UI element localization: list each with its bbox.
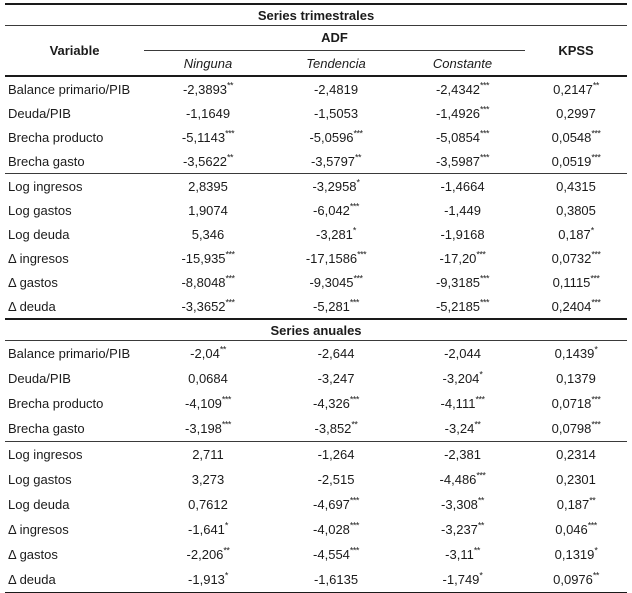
significance-stars: *	[594, 545, 598, 556]
value-cell: -3,308**	[441, 495, 484, 512]
value-cell: -15,935***	[181, 249, 235, 266]
value-cell: -1,449	[444, 202, 481, 218]
value-cell: -4,109***	[185, 394, 231, 411]
value-cell: -3,237**	[441, 520, 484, 537]
value-cell: -3,281*	[316, 225, 356, 242]
table-row	[5, 542, 627, 567]
significance-stars: *	[479, 570, 483, 581]
table-row	[5, 341, 627, 367]
significance-stars: **	[473, 545, 480, 556]
section-title-quarterly: Series trimestrales	[5, 4, 627, 26]
quarterly-group-levels	[5, 76, 627, 174]
value-cell: 0,4315	[556, 178, 596, 194]
value-cell: -3,11**	[445, 545, 480, 562]
variable-cell: Balance primario/PIB	[8, 81, 131, 97]
value-cell: -2,4819	[313, 81, 359, 97]
column-header-constante: Constante	[432, 55, 493, 71]
value-cell: -17,1586***	[305, 249, 367, 266]
significance-stars: **	[227, 152, 234, 163]
variable-cell: Brecha producto	[8, 396, 104, 411]
value-cell: -3,5797**	[310, 152, 362, 169]
significance-stars: **	[589, 495, 596, 506]
value-cell: -3,204*	[442, 369, 483, 386]
value-cell: 1,9074	[188, 202, 228, 218]
annual-group-levels	[5, 341, 627, 442]
significance-stars: ***	[353, 273, 363, 284]
value-cell: 0,1379	[556, 371, 596, 386]
value-cell: 0,0684	[188, 371, 228, 386]
variable-cell: Log gastos	[8, 202, 72, 218]
value-cell: 2,711	[192, 447, 224, 462]
table-row	[5, 149, 627, 174]
column-header-variable: Variable	[49, 43, 100, 58]
significance-stars: *	[356, 177, 360, 188]
value-cell: -8,8048***	[181, 273, 235, 290]
value-cell: -5,1143***	[181, 128, 235, 145]
significance-stars: ***	[349, 520, 359, 531]
column-header-ninguna: Ninguna	[183, 55, 233, 71]
value-cell: -1,9168	[440, 226, 485, 242]
value-cell: 0,0976**	[553, 570, 599, 587]
column-header-tendencia: Tendencia	[306, 55, 366, 71]
value-cell: 0,187**	[556, 495, 596, 512]
significance-stars: ***	[349, 394, 359, 405]
significance-stars: ***	[225, 249, 235, 260]
significance-stars: ***	[475, 394, 485, 405]
table-row	[5, 76, 627, 101]
value-cell: -5,2185***	[435, 297, 490, 314]
variable-cell: Brecha producto	[8, 129, 104, 145]
header-row-top	[5, 26, 627, 51]
variable-cell: Log ingresos	[8, 447, 83, 462]
value-cell: 5,346	[191, 226, 225, 242]
variable-cell: Δ gastos	[8, 547, 58, 562]
significance-stars: ***	[480, 80, 490, 91]
significance-stars: ***	[591, 394, 601, 405]
variable-cell: Δ ingresos	[8, 250, 69, 266]
value-cell: -2,4342***	[435, 80, 490, 97]
significance-stars: ***	[357, 249, 367, 260]
value-cell: -1,4664	[440, 178, 485, 194]
significance-stars: ***	[480, 273, 490, 284]
value-cell: -4,486***	[439, 470, 486, 487]
variable-cell: Log gastos	[8, 472, 72, 487]
significance-stars: ***	[476, 470, 486, 481]
value-cell: -3,5622**	[182, 152, 234, 169]
variable-cell: Balance primario/PIB	[8, 346, 131, 361]
variable-cell: Brecha gasto	[8, 153, 85, 169]
value-cell: -1,913*	[188, 570, 228, 587]
significance-stars: ***	[353, 128, 363, 139]
value-cell: 0,2314	[556, 447, 596, 462]
significance-stars: *	[224, 520, 228, 531]
table-row	[5, 391, 627, 416]
significance-stars: ***	[476, 249, 486, 260]
value-cell: 0,2147**	[553, 80, 599, 97]
value-cell: 0,2301	[556, 472, 596, 487]
table-row	[5, 442, 627, 468]
significance-stars: **	[219, 344, 226, 355]
table-row	[5, 246, 627, 270]
value-cell: 0,0519***	[551, 152, 601, 169]
significance-stars: ***	[349, 545, 359, 556]
significance-stars: ***	[591, 128, 601, 139]
significance-stars: ***	[591, 419, 601, 430]
value-cell: -4,697***	[313, 495, 359, 512]
value-cell: 0,187*	[558, 225, 594, 242]
table-row	[5, 467, 627, 492]
value-cell: -2,044	[444, 346, 481, 361]
significance-stars: ***	[221, 394, 231, 405]
value-cell: -1,6135	[313, 572, 359, 587]
value-cell: -2,644	[317, 346, 355, 361]
value-cell: -5,281***	[313, 297, 359, 314]
significance-stars: ***	[591, 297, 601, 308]
value-cell: -3,198***	[185, 419, 231, 436]
table-row	[5, 222, 627, 246]
significance-stars: ***	[221, 419, 231, 430]
value-cell: 0,2997	[556, 105, 596, 121]
value-cell: -2,515	[317, 472, 355, 487]
value-cell: -1,4926***	[435, 104, 490, 121]
significance-stars: **	[477, 520, 484, 531]
annual-group-logs-diffs	[5, 442, 627, 593]
value-cell: -3,852**	[314, 419, 358, 436]
value-cell: -2,381	[444, 447, 481, 462]
value-cell: 0,046***	[555, 520, 597, 537]
table-row	[5, 517, 627, 542]
significance-stars: ***	[225, 297, 235, 308]
variable-cell: Log deuda	[8, 226, 70, 242]
table-row	[5, 101, 627, 125]
table-header	[5, 4, 627, 76]
value-cell: 0,2404***	[551, 297, 601, 314]
value-cell: 0,1439*	[554, 344, 598, 361]
table-row	[5, 366, 627, 391]
significance-stars: *	[479, 369, 483, 380]
variable-cell: Δ gastos	[8, 274, 58, 290]
value-cell: -1,749*	[442, 570, 483, 587]
significance-stars: ***	[480, 297, 490, 308]
significance-stars: **	[351, 419, 358, 430]
unit-root-tests-table	[5, 3, 627, 593]
variable-cell: Deuda/PIB	[8, 371, 71, 386]
value-cell: -3,5987***	[435, 152, 490, 169]
value-cell: -1,5053	[313, 105, 359, 121]
significance-stars: ***	[591, 152, 601, 163]
value-cell: -17,20***	[439, 249, 486, 266]
value-cell: 2,8395	[188, 178, 228, 194]
value-cell: -3,2958*	[312, 177, 360, 194]
significance-stars: **	[592, 80, 599, 91]
quarterly-group-logs-diffs	[5, 174, 627, 320]
value-cell: 0,1115***	[552, 273, 600, 290]
value-cell: -9,3185***	[435, 273, 490, 290]
significance-stars: ***	[349, 495, 359, 506]
table-row	[5, 270, 627, 294]
value-cell: -3,247	[317, 371, 355, 386]
table-row	[5, 125, 627, 149]
column-header-kpss: KPSS	[558, 43, 594, 58]
significance-stars: *	[224, 570, 228, 581]
value-cell: -9,3045***	[309, 273, 363, 290]
value-cell: 0,3805	[556, 202, 596, 218]
value-cell: -4,554***	[313, 545, 359, 562]
table-row	[5, 174, 627, 199]
significance-stars: ***	[480, 152, 490, 163]
significance-stars: **	[355, 152, 362, 163]
table-row	[5, 416, 627, 442]
variable-cell: Δ deuda	[8, 298, 56, 314]
section-title-annual: Series anuales	[270, 322, 362, 338]
value-cell: -4,111***	[440, 394, 485, 411]
variable-cell: Log ingresos	[8, 178, 83, 194]
value-cell: 0,0798***	[551, 419, 601, 436]
section-row-annual	[5, 319, 627, 341]
significance-stars: ***	[587, 520, 597, 531]
significance-stars: ***	[225, 128, 235, 139]
value-cell: -1,264	[317, 447, 355, 462]
column-header-adf: ADF	[144, 26, 525, 51]
significance-stars: **	[223, 545, 230, 556]
significance-stars: *	[590, 225, 594, 236]
significance-stars: **	[227, 80, 234, 91]
value-cell: 0,1319*	[554, 545, 598, 562]
significance-stars: ***	[225, 273, 235, 284]
value-cell: 0,0732***	[551, 249, 601, 266]
value-cell: -4,028***	[313, 520, 359, 537]
significance-stars: ***	[591, 249, 601, 260]
value-cell: -1,641*	[188, 520, 228, 537]
significance-stars: **	[477, 495, 484, 506]
value-cell: -3,3652***	[181, 297, 235, 314]
section-band-annual	[5, 319, 627, 341]
variable-cell: Brecha gasto	[8, 421, 85, 436]
variable-cell: Δ deuda	[8, 572, 56, 587]
significance-stars: *	[352, 225, 356, 236]
value-cell: -2,3893**	[182, 80, 234, 97]
value-cell: -3,24**	[444, 419, 481, 436]
value-cell: 3,273	[191, 472, 225, 487]
table-row	[5, 294, 627, 319]
significance-stars: ***	[349, 201, 359, 212]
value-cell: -6,042***	[313, 201, 359, 218]
significance-stars: **	[474, 419, 481, 430]
value-cell: -5,0854***	[435, 128, 490, 145]
significance-stars: **	[592, 570, 599, 581]
value-cell: 0,0718***	[551, 394, 601, 411]
significance-stars: *	[594, 344, 598, 355]
value-cell: -5,0596***	[309, 128, 363, 145]
table-row	[5, 567, 627, 593]
significance-stars: ***	[480, 104, 490, 115]
table-row	[5, 198, 627, 222]
value-cell: -2,206**	[186, 545, 230, 562]
significance-stars: ***	[480, 128, 490, 139]
section-row-quarterly	[5, 4, 627, 26]
value-cell: -1,1649	[185, 105, 231, 121]
value-cell: -2,04**	[190, 344, 226, 361]
variable-cell: Deuda/PIB	[8, 105, 71, 121]
value-cell: 0,0548***	[551, 128, 601, 145]
significance-stars: ***	[349, 297, 359, 308]
value-cell: 0,7612	[188, 497, 228, 512]
value-cell: -4,326***	[313, 394, 359, 411]
variable-cell: Log deuda	[8, 497, 70, 512]
significance-stars: ***	[590, 273, 600, 284]
table-row	[5, 492, 627, 517]
variable-cell: Δ ingresos	[8, 522, 69, 537]
